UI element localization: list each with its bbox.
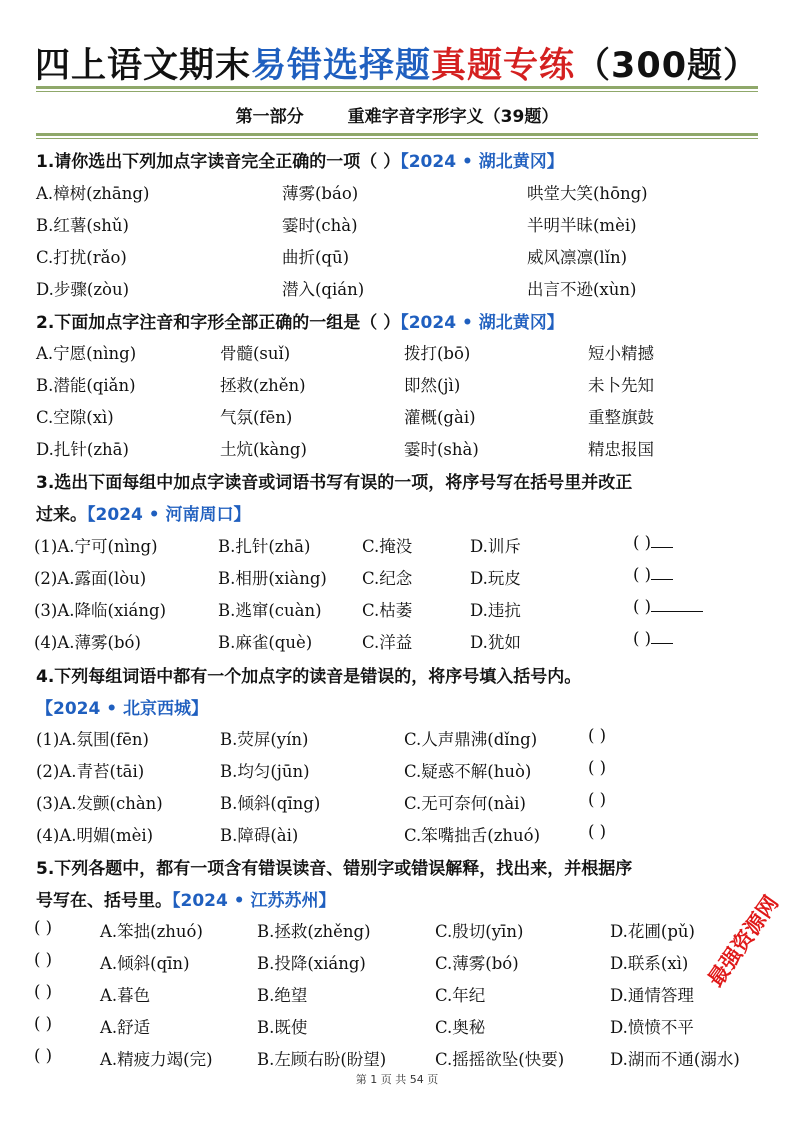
q2-option: 短小精撼	[588, 344, 654, 363]
question-3-stem-line-1: 3.选出下面每组中加点字读音或词语书写有误的一项，将序号写在括号里并改正	[36, 473, 633, 493]
q2-option: B.潜能(qiǎn)	[36, 376, 136, 395]
question-1-source-tag: 【2024 • 湖北黄冈】	[400, 152, 564, 172]
q3-option: D.玩皮	[470, 569, 521, 588]
q4-answer-paren[interactable]: ( )	[588, 790, 607, 809]
q1-option: B.红薯(shǔ)	[36, 216, 129, 235]
q3-option: D.违抗	[470, 601, 521, 620]
q5-option: D.花圃(pǔ)	[610, 922, 695, 941]
q5-option: A.精疲力竭(完)	[100, 1050, 213, 1069]
q2-option: 重整旗鼓	[588, 408, 654, 427]
answer-paren: ( )	[633, 597, 652, 616]
document-title	[0, 38, 794, 88]
q1-option: 半明半昧(mèi)	[527, 216, 637, 235]
q1-option: 曲折(qū)	[282, 248, 350, 267]
q5-option: D.通情答理	[610, 986, 694, 1005]
q5-option: C.殷切(yīn)	[435, 922, 524, 941]
q5-option: D.愤愤不平	[610, 1018, 694, 1037]
question-3-text: 过来。	[36, 505, 87, 525]
section-heading	[0, 102, 794, 127]
q5-option: A.舒适	[100, 1018, 151, 1037]
question-2-text: 2.下面加点字注音和字形全部正确的一组是（ ）	[36, 313, 401, 333]
question-5-stem-line-1: 5.下列各题中，都有一项含有错误读音、错别字或错误解释，找出来，并根据序	[36, 859, 633, 879]
q4-option: C.笨嘴拙舌(zhuó)	[404, 826, 541, 845]
q4-option: (2)A.青苔(tāi)	[36, 762, 145, 781]
watermark: 最强资源网	[703, 891, 784, 992]
q1-option: 薄雾(báo)	[282, 184, 359, 203]
q4-answer-paren[interactable]: ( )	[588, 758, 607, 777]
q4-option: C.疑惑不解(huò)	[404, 762, 532, 781]
q5-option: C.奥秘	[435, 1018, 486, 1037]
q1-option: D.步骤(zòu)	[36, 280, 130, 299]
correction-line[interactable]	[651, 565, 673, 580]
answer-paren: ( )	[633, 565, 652, 584]
answer-paren: ( )	[633, 533, 652, 552]
q1-option: C.打扰(rǎo)	[36, 248, 127, 267]
q3-option: B.扎针(zhā)	[218, 537, 311, 556]
q4-option: C.无可奈何(nài)	[404, 794, 526, 813]
q2-option: 拨打(bō)	[404, 344, 471, 363]
correction-line[interactable]	[651, 533, 673, 548]
q3-option: C.掩没	[362, 537, 413, 556]
question-1-stem	[36, 147, 564, 172]
title-part-2: 易错选择题	[250, 46, 431, 86]
q5-option: C.年纪	[435, 986, 486, 1005]
title-part-4: （300题）	[574, 46, 760, 86]
q5-option: B.左顾右盼(盼望)	[257, 1050, 387, 1069]
q5-option: B.投降(xiáng)	[257, 954, 366, 973]
q2-option: A.宁愿(nìng)	[36, 344, 137, 363]
q2-option: 气氛(fēn)	[220, 408, 293, 427]
q4-option: (1)A.氛围(fēn)	[36, 730, 149, 749]
page-footer: 第 1 页 共 54 页	[355, 1073, 439, 1086]
q3-option: C.洋益	[362, 633, 413, 652]
section-divider-top	[36, 133, 758, 136]
q2-option: C.空隙(xì)	[36, 408, 114, 427]
q3-option: D.犹如	[470, 633, 521, 652]
q3-option: B.相册(xiàng)	[218, 569, 327, 588]
q3-option: (4)A.薄雾(bó)	[34, 633, 141, 652]
question-4-source-tag: 【2024 • 北京西城】	[36, 699, 209, 719]
q2-option: 精忠报国	[588, 440, 654, 459]
q1-option: 潜入(qián)	[282, 280, 365, 299]
q4-answer-paren[interactable]: ( )	[588, 822, 607, 841]
q3-option: C.枯萎	[362, 601, 413, 620]
q5-option: B.拯救(zhěng)	[257, 922, 371, 941]
q2-option: 霎时(shà)	[404, 440, 479, 459]
answer-paren: ( )	[633, 629, 652, 648]
q1-option: 出言不逊(xùn)	[527, 280, 637, 299]
title-part-3: 真题专练	[430, 46, 575, 86]
question-5-stem-line-2	[36, 886, 336, 911]
question-2-source-tag: 【2024 • 湖北黄冈】	[400, 313, 564, 333]
q3-answer-blank[interactable]	[633, 565, 673, 584]
q4-option: C.人声鼎沸(dǐng)	[404, 730, 538, 749]
q5-answer-paren[interactable]: ( )	[34, 982, 53, 1001]
q2-option: D.扎针(zhā)	[36, 440, 129, 459]
q2-option: 拯救(zhěn)	[220, 376, 306, 395]
section-part: 第一部分	[235, 107, 304, 127]
q1-option: 霎时(chà)	[282, 216, 358, 235]
q5-option: C.摇摇欲坠(快要)	[435, 1050, 565, 1069]
q5-option: A.倾斜(qīn)	[100, 954, 190, 973]
q5-option: A.暮色	[100, 986, 151, 1005]
section-name: 重难字音字形字义（39题）	[347, 107, 559, 127]
q4-option: (3)A.发颤(chàn)	[36, 794, 163, 813]
q5-answer-paren[interactable]: ( )	[34, 918, 53, 937]
q3-option: C.纪念	[362, 569, 413, 588]
q4-option: (4)A.明媚(mèi)	[36, 826, 154, 845]
q3-answer-blank[interactable]	[633, 597, 703, 616]
q4-option: B.障碍(ài)	[220, 826, 299, 845]
title-divider-bottom	[36, 91, 758, 92]
question-5-text: 号写在、括号里。	[36, 891, 172, 911]
q3-option: (1)A.宁可(nìng)	[34, 537, 158, 556]
q2-option: 即然(jì)	[404, 376, 461, 395]
q5-option: A.笨拙(zhuó)	[100, 922, 203, 941]
q2-option: 土炕(kàng)	[220, 440, 307, 459]
question-5-source-tag: 【2024 • 江苏苏州】	[172, 891, 336, 911]
q1-option: 哄堂大笑(hōng)	[527, 184, 648, 203]
section-divider-bottom	[36, 138, 758, 139]
q3-option: B.逃窜(cuàn)	[218, 601, 322, 620]
question-1-text: 1.请你选出下列加点字读音完全正确的一项（ ）	[36, 152, 401, 172]
q5-answer-paren[interactable]: ( )	[34, 950, 53, 969]
q5-option: D.联系(xì)	[610, 954, 689, 973]
q5-answer-paren[interactable]: ( )	[34, 1046, 53, 1065]
q4-option: B.均匀(jūn)	[220, 762, 310, 781]
q3-answer-blank[interactable]	[633, 629, 673, 648]
q4-option: B.荧屏(yín)	[220, 730, 309, 749]
q5-option: D.湖而不通(溺水)	[610, 1050, 740, 1069]
q4-option: B.倾斜(qīng)	[220, 794, 321, 813]
q3-option: B.麻雀(què)	[218, 633, 313, 652]
correction-line[interactable]	[651, 629, 673, 644]
question-3-source-tag: 【2024 • 河南周口】	[87, 505, 251, 525]
q5-option: B.既使	[257, 1018, 308, 1037]
title-part-1: 四上语文期末	[34, 46, 251, 86]
q5-answer-paren[interactable]: ( )	[34, 1014, 53, 1033]
q3-option: (2)A.露面(lòu)	[34, 569, 147, 588]
question-2-stem	[36, 308, 564, 333]
correction-line[interactable]	[651, 597, 703, 612]
q1-option: A.樟树(zhāng)	[36, 184, 150, 203]
q3-answer-blank[interactable]	[633, 533, 673, 552]
q1-option: 威风凛凛(lǐn)	[527, 248, 628, 267]
q5-option: B.绝望	[257, 986, 308, 1005]
question-4-stem: 4.下列每组词语中都有一个加点字的读音是错误的，将序号填入括号内。	[36, 667, 582, 687]
q3-option: D.训斥	[470, 537, 521, 556]
q2-option: 骨髓(suǐ)	[220, 344, 291, 363]
q5-option: C.薄雾(bó)	[435, 954, 519, 973]
q4-answer-paren[interactable]: ( )	[588, 726, 607, 745]
q3-option: (3)A.降临(xiáng)	[34, 601, 167, 620]
q2-option: 未卜先知	[588, 376, 654, 395]
title-divider-top	[36, 86, 758, 89]
q2-option: 灌概(gài)	[404, 408, 476, 427]
question-3-stem-line-2	[36, 500, 251, 525]
